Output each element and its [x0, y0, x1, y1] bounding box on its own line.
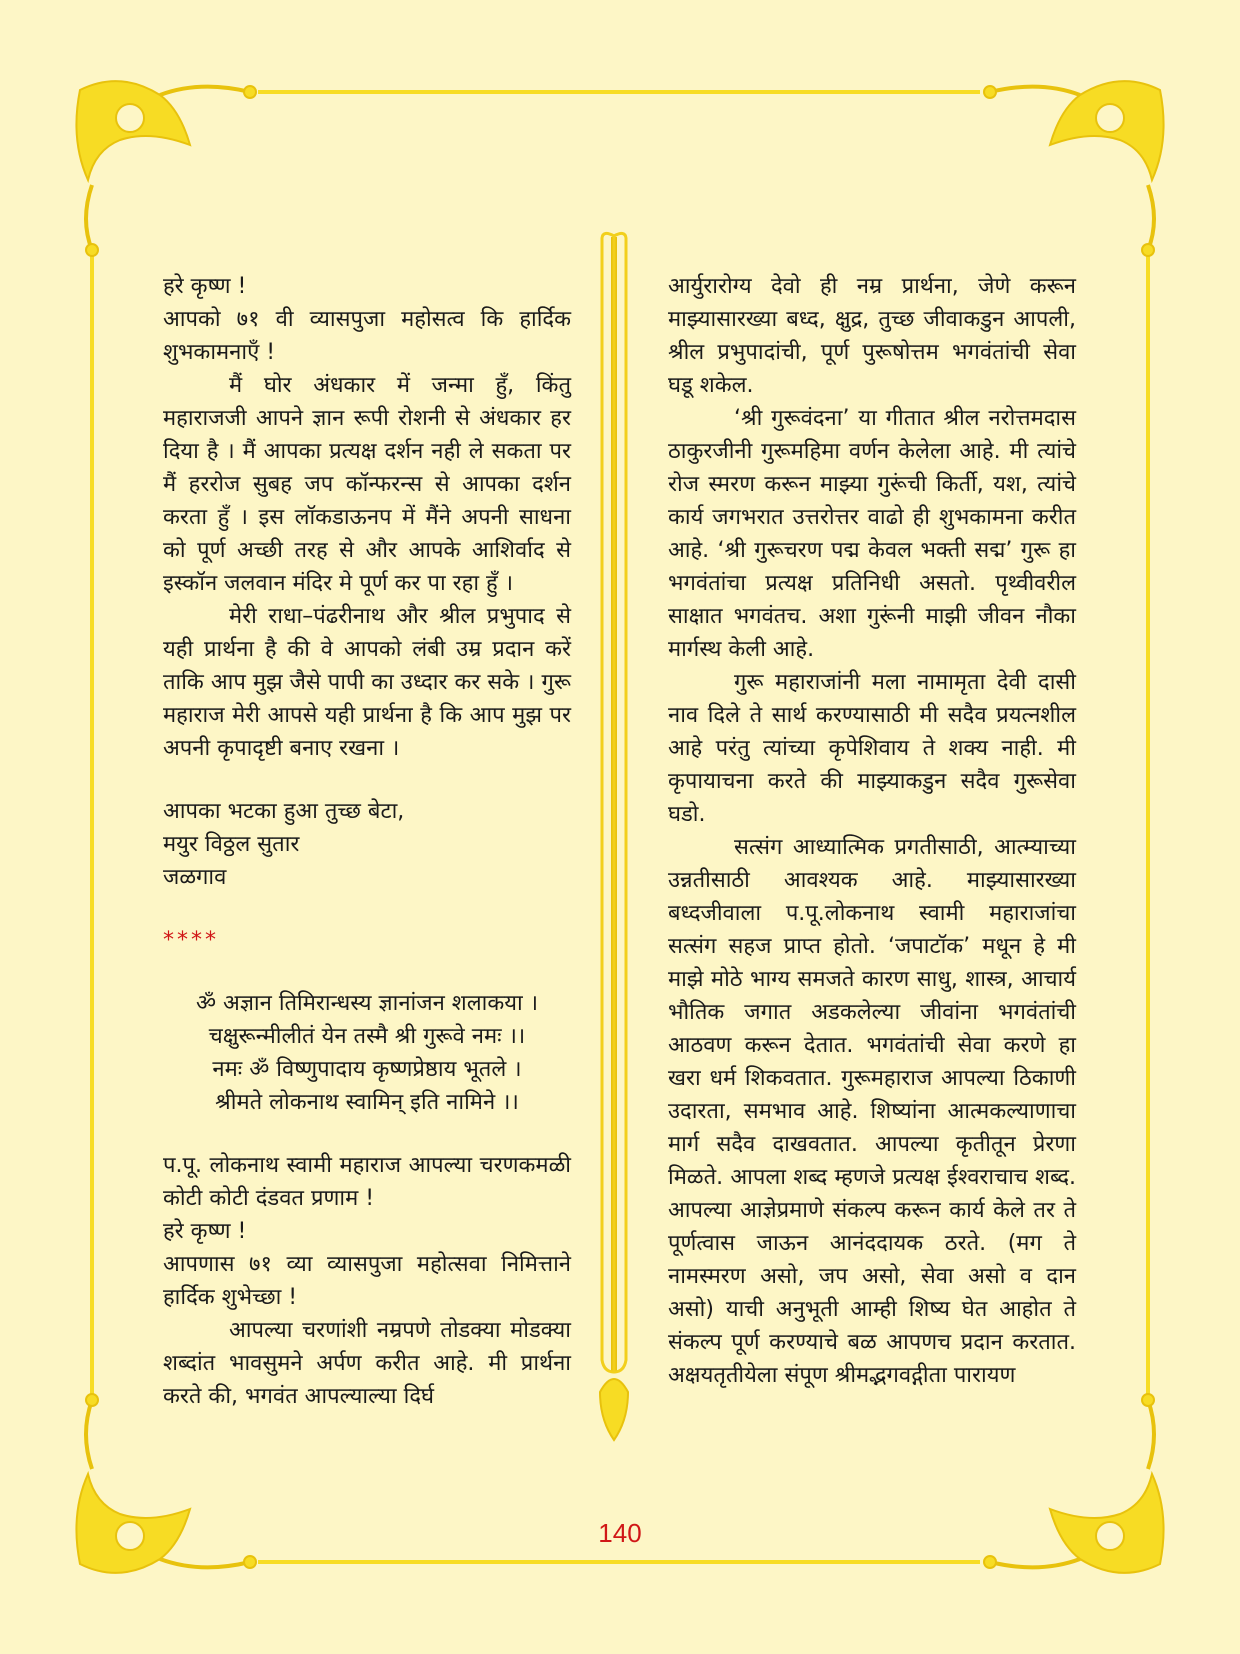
corner-ornament-top-left [76, 81, 256, 256]
section-separator-stars: **** [163, 928, 219, 953]
corner-ornament-top-right [984, 81, 1164, 256]
paragraph: सत्संग आध्यात्मिक प्रगतीसाठी, आत्म्याच्या उन्नतीसाठी आवश्यक आहे. माझ्यासारख्या बध्दजीवाला प.पू.लोकनाथ स्वामी महाराजांचा सत्संग सहज प्राप्त होतो. ‘जपाटॉक’ मधून हे मी माझे मोठे भाग्य समजते कारण साधु, शास्त्र, आचार्य भौतिक जगात अडकलेल्या जीवांना भगवंतांची आठवण करून देतात. भगवंतांची सेवा करणे हा खरा धर्म शिकवतात. गुरूमहाराज आपल्या ठिकाणी उदारता, समभाव आहे. शिष्यांना आत्मकल्याणाचा मार्ग सदैव दाखवतात. आपल्या कृतीतून प्रेरणा मिळते. आपला शब्द म्हणजे प्रत्यक्ष ईश्वराचाच शब्द. आपल्या आज्ञेप्रमाणे संकल्प करून कार्य केले तर ते पूर्णत्वास जाऊन आनंददायक ठरते. (मग ते नामस्मरण असो, जप असो, सेवा असो व दान असो) याची अनुभूती आम्ही शिष्य घेत आहोत ते संकल्प पूर्ण करण्याचे बळ आपणच प्रदान करतात. अक्षयतृतीयेला संपूण श्रीमद्भगवद्गीता पारायण [668, 835, 1076, 1388]
verse-line: चक्षुरून्मीलीतं येन तस्मै श्री गुरूवे नमः ।। [208, 1024, 526, 1049]
spacer [163, 1119, 571, 1149]
right-column [668, 270, 1076, 1392]
spacer [163, 957, 571, 987]
greeting: हरे कृष्ण ! [163, 1219, 247, 1244]
paragraph: आपल्या चरणांशी नम्रपणे तोडक्या मोडक्या शब्दांत भावसुमने अर्पण करीत आहे. मी प्रार्थना करते की, भगवंत आपल्याल्या दिर्घ [163, 1318, 571, 1409]
wish-text: आपको ७१ वी व्यासपुजा महोसत्व कि हार्दिक शुभकामनाएँ ! [163, 307, 571, 365]
paragraph: गुरू महाराजांनी मला नामामृता देवी दासी नाव दिले ते सार्थ करण्यासाठी मी सदैव प्रयत्नशील आहे परंतु त्यांच्या कृपेशिवाय ते शक्य नाही. मी कृपायाचना करते की माझ्याकडुन सदैव गुरूसेवा घडो. [668, 670, 1076, 827]
paragraph: आर्युरारोग्य देवो ही नम्र प्रार्थना, जेणे करून माझ्यासारख्या बध्द, क्षुद्र, तुच्छ जीवाकडुन आपली, श्रील प्रभुपादांची, पूर्ण पुरूषोत्तम भगवंतांची सेवा घडू शकेल. [668, 274, 1076, 398]
verse-line: नमः ॐ विष्णुपादाय कृष्णप्रेष्ठाय भूतले । [212, 1057, 522, 1082]
divider-drop-ornament [600, 1379, 628, 1440]
page-number: 140 [598, 1518, 642, 1548]
spacer [163, 894, 571, 924]
paragraph: प.पू. लोकनाथ स्वामी महाराज आपल्या चरणकमळी कोटी कोटी दंडवत प्रणाम ! [163, 1153, 571, 1211]
wish-text: आपणास ७१ व्या व्यासपुजा महोत्सवा निमित्ताने हार्दिक शुभेच्छा ! [163, 1252, 571, 1310]
left-column [163, 270, 571, 1413]
signature-line: आपका भटका हुआ तुच्छ बेटा, [163, 799, 405, 824]
paragraph: ‘श्री गुरूवंदना’ या गीतात श्रील नरोत्तमदास ठाकुरजीनी गुरूमहिमा वर्णन केलेला आहे. मी त्यांचे रोज स्मरण करून माझ्या गुरूंची किर्ती, यश, त्यांचे कार्य जगभरात उत्तरोत्तर वाढो ही शुभकामना करीत आहे. ‘श्री गुरूचरण पद्म केवल भक्ती सद्म’ गुरू हा भगवंतांचा प्रत्यक्ष प्रतिनिधी असतो. पृथ्वीवरील साक्षात भगवंतच. अशा गुरूंनी माझी जीवन नौका मार्गस्थ केली आहे. [668, 406, 1076, 662]
spacer [163, 765, 571, 795]
signature-place: जळगाव [163, 865, 227, 890]
paragraph: मैं घोर अंधकार में जन्मा हुँ, किंतु महाराजजी आपने ज्ञान रूपी रोशनी से अंधकार हर दिया है । मैं आपका प्रत्यक्ष दर्शन नही ले सकता पर मैं हररोज सुबह जप कॉन्फरन्स से आपका दर्शन करता हुँ । इस लॉकडाऊनप में मैंने अपनी साधना को पूर्ण अच्छी तरह से और आपके आशिर्वाद से इस्कॉन जलवान मंदिर मे पूर्ण कर पा रहा हुँ । [163, 373, 571, 596]
verse-line: श्रीमते लोकनाथ स्वामिन् इति नामिने ।। [215, 1090, 519, 1115]
column-divider [600, 233, 628, 1440]
verse-line: ॐ अज्ञान तिमिरान्धस्य ज्ञानांजन शलाकया । [195, 991, 539, 1016]
signature-name: मयुर विठ्ठल सुतार [163, 832, 300, 857]
paragraph: मेरी राधा–पंढरीनाथ और श्रील प्रभुपाद से यही प्रार्थना है की वे आपको लंबी उम्र प्रदान करें ताकि आप मुझ जैसे पापी का उध्दार कर सके । गुरू महाराज मेरी आपसे यही प्रार्थना है कि आप मुझ पर अपनी कृपादृष्टी बनाए रखना । [163, 604, 571, 761]
greeting: हरे कृष्ण ! [163, 274, 247, 299]
